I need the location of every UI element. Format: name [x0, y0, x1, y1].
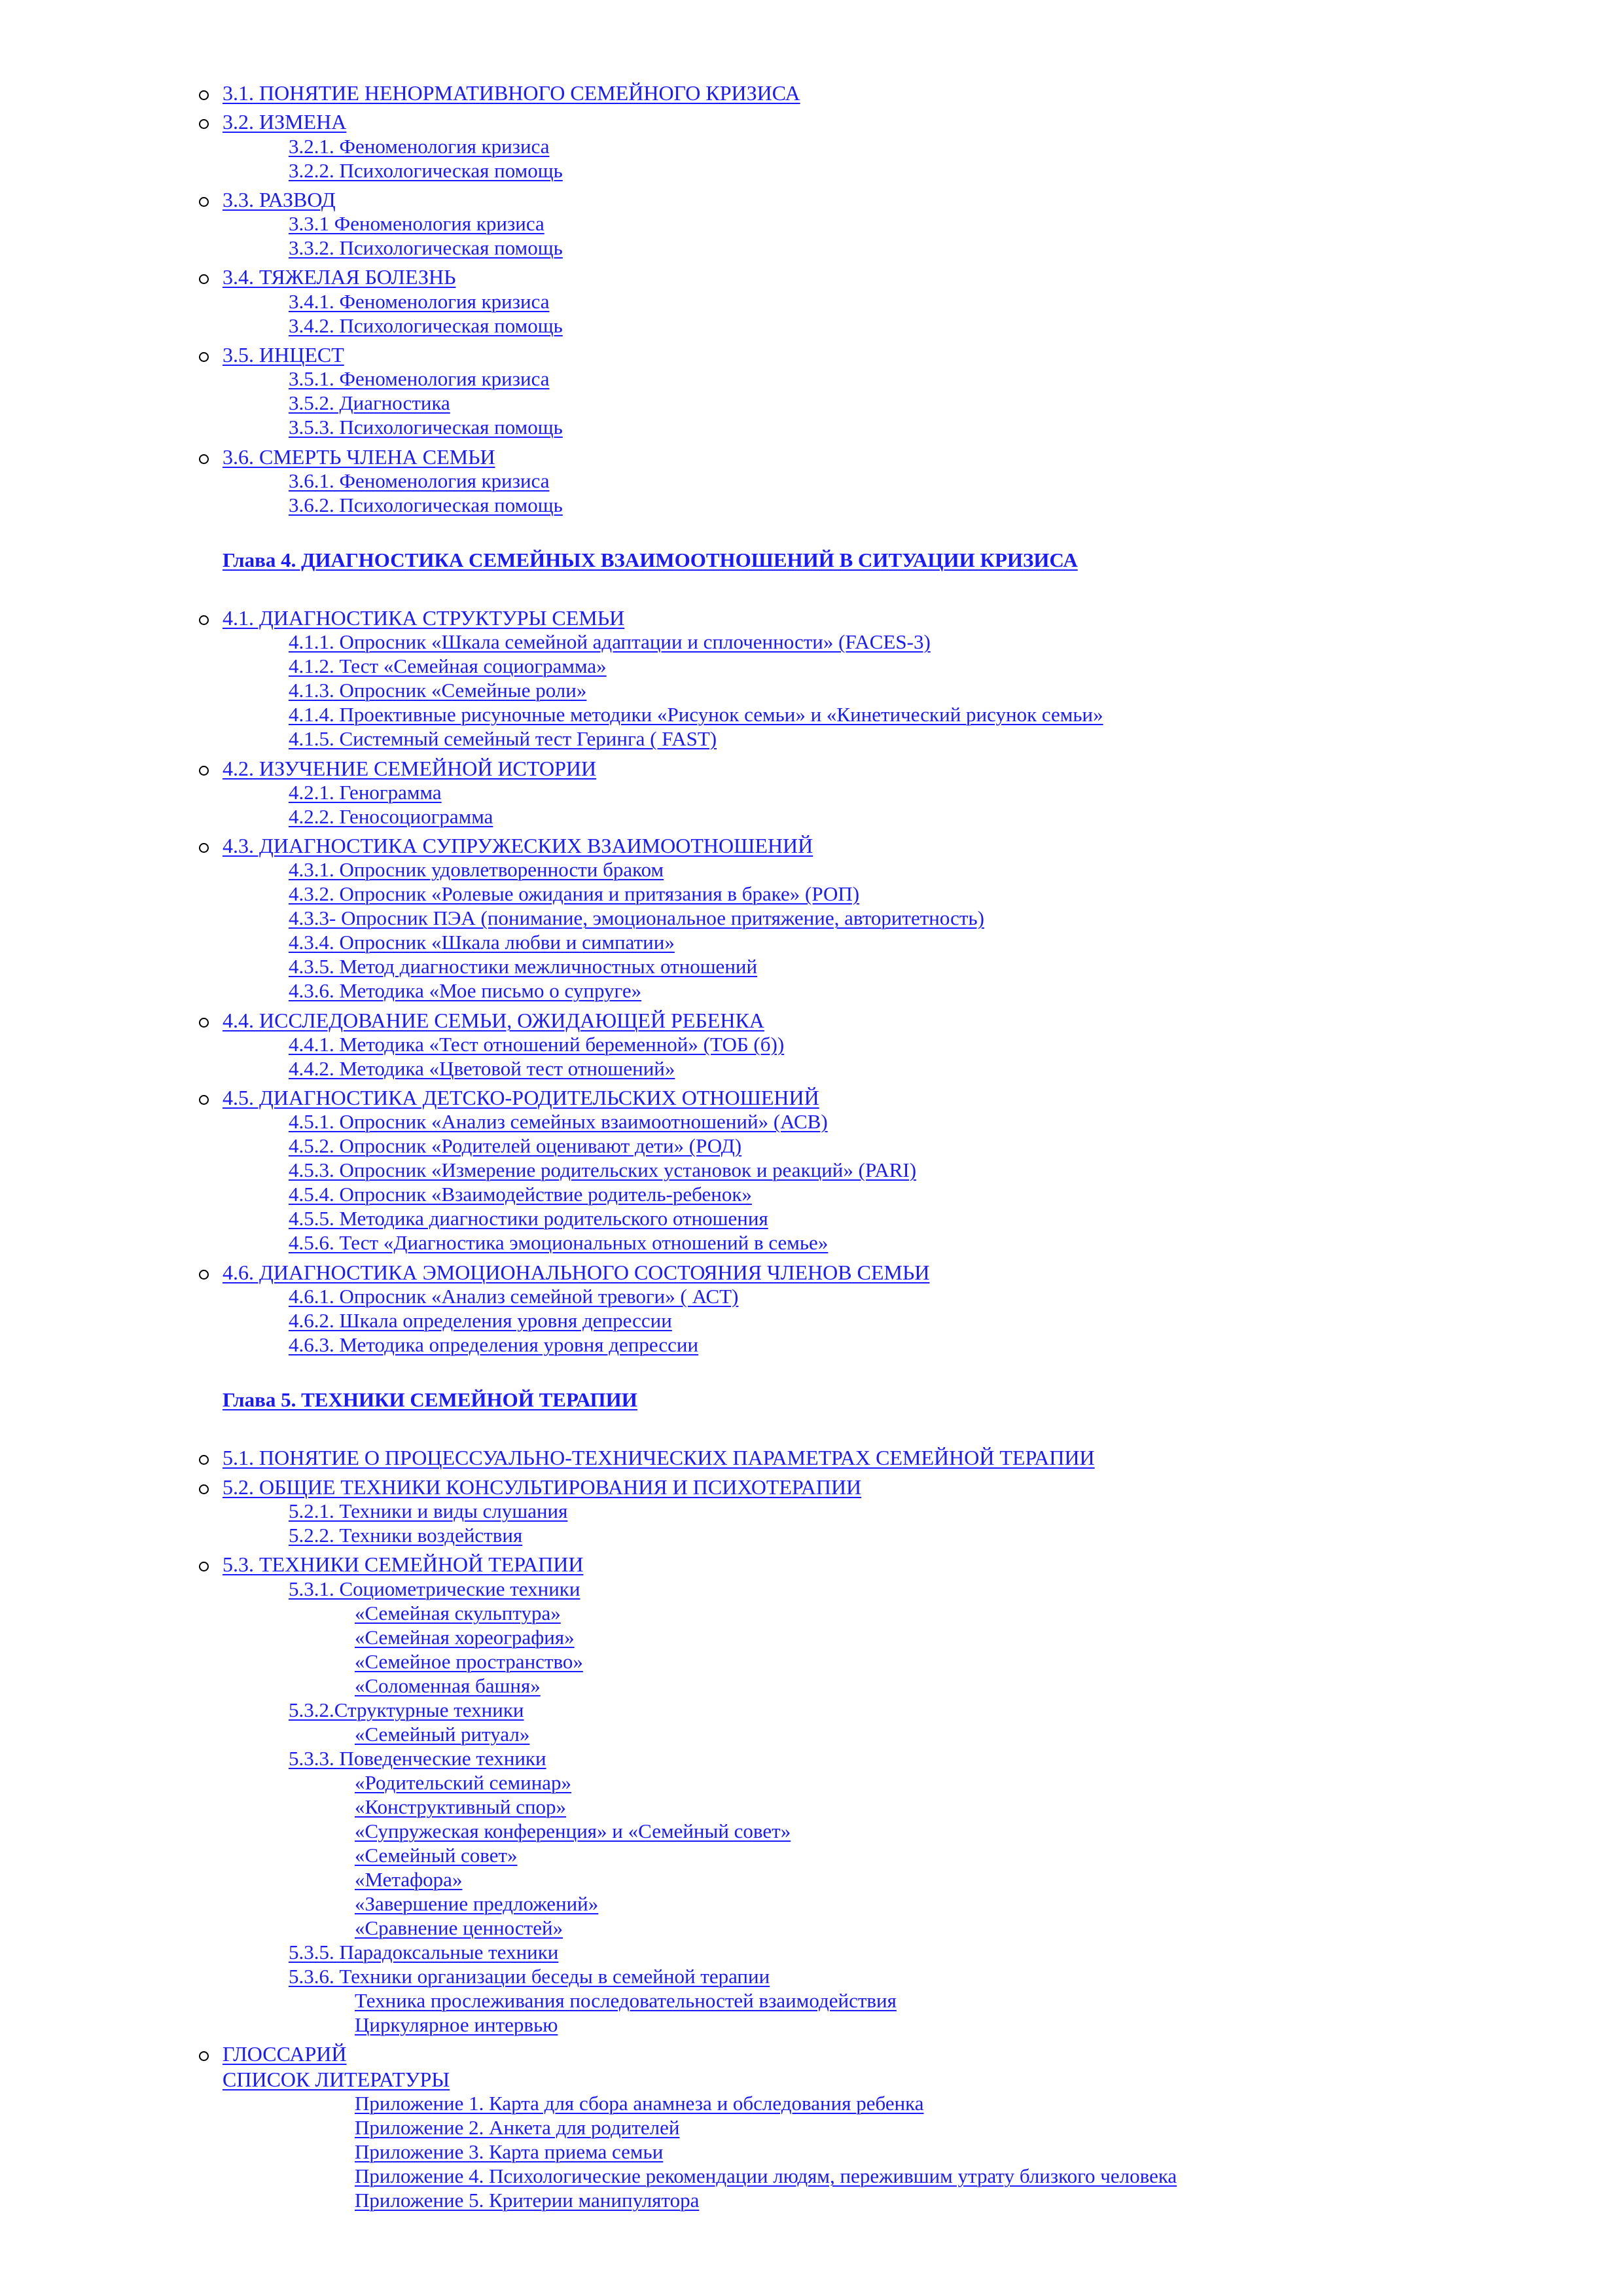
toc-link-level-2[interactable]: «Семейный ритуал»: [355, 1723, 530, 1746]
toc-link-level-1[interactable]: 3.3.1 Феноменология кризиса: [289, 212, 544, 235]
list-bullet-icon: [199, 197, 209, 207]
toc-link-level-2[interactable]: «Семейная скульптура»: [355, 1602, 561, 1624]
toc-link-level-2[interactable]: Приложение 2. Анкета для родителей: [355, 2116, 680, 2139]
toc-link-level-1[interactable]: 4.1.4. Проективные рисуночные методики «Рисунок семьи» и «Кинетический рисунок семьи»: [289, 703, 1103, 726]
toc-link-level-0[interactable]: 3.4. ТЯЖЕЛАЯ БОЛЕЗНЬ: [223, 265, 456, 289]
toc-chapter-link[interactable]: Глава 5. ТЕХНИКИ СЕМЕЙНОЙ ТЕРАПИИ: [223, 1388, 637, 1411]
toc-link-level-1[interactable]: 3.5.2. Диагностика: [289, 391, 450, 414]
toc-link-level-2[interactable]: «Соломенная башня»: [355, 1674, 541, 1697]
toc-link-level-1[interactable]: 5.3.3. Поведенческие техники: [289, 1747, 546, 1770]
toc-link-level-1[interactable]: 4.2.2. Геносоциограмма: [289, 805, 493, 828]
toc-link-level-2[interactable]: «Конструктивный спор»: [355, 1795, 567, 1818]
toc-link-level-0[interactable]: 5.2. ОБЩИЕ ТЕХНИКИ КОНСУЛЬТИРОВАНИЯ И ПСИХОТЕРАПИИ: [223, 1475, 862, 1499]
toc-link-level-2[interactable]: «Завершение предложений»: [355, 1892, 599, 1915]
toc-link-level-0[interactable]: 3.3. РАЗВОД: [223, 188, 336, 211]
toc-link-level-0[interactable]: 4.5. ДИАГНОСТИКА ДЕТСКО-РОДИТЕЛЬСКИХ ОТНОШЕНИЙ: [223, 1086, 819, 1109]
toc-link-level-0[interactable]: 3.2. ИЗМЕНА: [223, 110, 347, 134]
toc-link-level-1[interactable]: 4.6.3. Методика определения уровня депрессии: [289, 1333, 699, 1356]
toc-chapter-link[interactable]: Глава 4. ДИАГНОСТИКА СЕМЕЙНЫХ ВЗАИМООТНОШЕНИЙ В СИТУАЦИИ КРИЗИСА: [223, 548, 1078, 571]
toc-link-level-2[interactable]: Техника прослеживания последовательностей взаимодействия: [355, 1989, 897, 2012]
list-bullet-icon: [199, 2051, 209, 2061]
toc-link-level-0[interactable]: 4.6. ДИАГНОСТИКА ЭМОЦИОНАЛЬНОГО СОСТОЯНИЯ ЧЛЕНОВ СЕМЬИ: [223, 1261, 930, 1284]
toc-link-level-0[interactable]: 3.6. СМЕРТЬ ЧЛЕНА СЕМЬИ: [223, 445, 495, 469]
list-bullet-icon: [199, 766, 209, 776]
toc-link-level-1[interactable]: 4.1.3. Опросник «Семейные роли»: [289, 679, 587, 702]
list-bullet-icon: [199, 1095, 209, 1105]
list-bullet-icon: [199, 1018, 209, 1028]
toc-link-level-1[interactable]: 3.2.1. Феноменология кризиса: [289, 135, 550, 158]
toc-link-level-0[interactable]: 4.2. ИЗУЧЕНИЕ СЕМЕЙНОЙ ИСТОРИИ: [223, 757, 597, 780]
list-bullet-icon: [199, 843, 209, 853]
list-bullet-icon: [199, 1484, 209, 1494]
list-bullet-icon: [199, 274, 209, 284]
toc-link-level-2[interactable]: «Семейная хореография»: [355, 1626, 575, 1649]
toc-link-level-2[interactable]: Приложение 1. Карта для сбора анамнеза и обследования ребенка: [355, 2092, 924, 2115]
toc-link-level-1[interactable]: 4.2.1. Генограмма: [289, 781, 442, 804]
toc-link-level-1[interactable]: 4.3.1. Опросник удовлетворенности браком: [289, 858, 664, 881]
toc-link-level-1[interactable]: 5.3.5. Парадоксальные техники: [289, 1941, 559, 1964]
toc-link-level-1[interactable]: 5.2.1. Техники и виды слушания: [289, 1499, 568, 1522]
toc-link-level-1[interactable]: 4.3.4. Опросник «Шкала любви и симпатии»: [289, 931, 675, 954]
toc-link-level-1[interactable]: 4.4.2. Методика «Цветовой тест отношений»: [289, 1057, 675, 1080]
toc-link-level-1[interactable]: 5.3.6. Техники организации беседы в семейной терапии: [289, 1965, 770, 1988]
toc-link-level-2[interactable]: «Семейное пространство»: [355, 1650, 583, 1673]
toc-link-level-1[interactable]: 4.1.2. Тест «Семейная социограмма»: [289, 655, 607, 677]
toc-link-level-0[interactable]: 5.3. ТЕХНИКИ СЕМЕЙНОЙ ТЕРАПИИ: [223, 1552, 584, 1576]
toc-link-level-1[interactable]: 4.3.2. Опросник «Ролевые ожидания и притязания в браке» (РОП): [289, 882, 860, 905]
toc-link-level-0[interactable]: СПИСОК ЛИТЕРАТУРЫ: [223, 2068, 450, 2091]
toc-link-level-0[interactable]: 5.1. ПОНЯТИЕ О ПРОЦЕССУАЛЬНО-ТЕХНИЧЕСКИХ ПАРАМЕТРАХ СЕМЕЙНОЙ ТЕРАПИИ: [223, 1446, 1095, 1469]
toc-link-level-1[interactable]: 4.1.5. Системный семейный тест Геринга ( FAST): [289, 727, 717, 750]
toc-link-level-0[interactable]: 4.3. ДИАГНОСТИКА СУПРУЖЕСКИХ ВЗАИМООТНОШЕНИЙ: [223, 834, 813, 857]
toc-link-level-2[interactable]: Приложение 4. Психологические рекомендации людям, пережившим утрату близкого человека: [355, 2164, 1177, 2187]
list-bullet-icon: [199, 615, 209, 625]
toc-link-level-1[interactable]: 4.5.6. Тест «Диагностика эмоциональных отношений в семье»: [289, 1231, 829, 1254]
toc-link-level-1[interactable]: 3.2.2. Психологическая помощь: [289, 159, 563, 182]
toc-link-level-1[interactable]: 4.3.5. Метод диагностики межличностных отношений: [289, 955, 758, 978]
toc-link-level-1[interactable]: 3.4.2. Психологическая помощь: [289, 314, 563, 337]
toc-link-level-1[interactable]: 4.1.1. Опросник «Шкала семейной адаптации и сплоченности» (FACES-3): [289, 630, 931, 653]
list-bullet-icon: [199, 1455, 209, 1465]
toc-link-level-1[interactable]: 4.3.6. Методика «Мое письмо о супруге»: [289, 979, 642, 1002]
toc-link-level-1[interactable]: 5.2.2. Техники воздействия: [289, 1524, 523, 1547]
toc-link-level-1[interactable]: 3.5.1. Феноменология кризиса: [289, 367, 550, 390]
toc-link-level-1[interactable]: 3.5.3. Психологическая помощь: [289, 416, 563, 439]
toc-link-level-2[interactable]: «Метафора»: [355, 1868, 463, 1891]
list-bullet-icon: [199, 90, 209, 100]
toc-link-level-2[interactable]: Приложение 3. Карта приема семьи: [355, 2140, 664, 2163]
toc-link-level-1[interactable]: 4.5.5. Методика диагностики родительского отношения: [289, 1207, 768, 1230]
toc-link-level-1[interactable]: 4.6.1. Опросник «Анализ семейной тревоги» ( АСТ): [289, 1285, 739, 1308]
toc-link-level-1[interactable]: 3.6.1. Феноменология кризиса: [289, 469, 550, 492]
toc-link-level-1[interactable]: 5.3.1. Социометрические техники: [289, 1577, 580, 1600]
toc-link-level-0[interactable]: ГЛОССАРИЙ: [223, 2042, 347, 2066]
toc-link-level-1[interactable]: 4.4.1. Методика «Тест отношений беременной» (ТОБ (б)): [289, 1033, 785, 1056]
list-bullet-icon: [199, 1562, 209, 1571]
toc-link-level-2[interactable]: Циркулярное интервью: [355, 2013, 558, 2036]
toc-link-level-1[interactable]: 5.3.2.Структурные техники: [289, 1698, 524, 1721]
toc-link-level-1[interactable]: 4.5.2. Опросник «Родителей оценивают дети» (РОД): [289, 1134, 742, 1157]
toc-link-level-0[interactable]: 3.5. ИНЦЕСТ: [223, 343, 344, 367]
toc-link-level-2[interactable]: «Супружеская конференция» и «Семейный совет»: [355, 1820, 791, 1842]
toc-link-level-2[interactable]: Приложение 5. Критерии манипулятора: [355, 2189, 700, 2212]
toc-link-level-0[interactable]: 4.4. ИССЛЕДОВАНИЕ СЕМЬИ, ОЖИДАЮЩЕЙ РЕБЕНКА: [223, 1009, 764, 1032]
list-bullet-icon: [199, 1270, 209, 1280]
toc-link-level-2[interactable]: «Сравнение ценностей»: [355, 1916, 563, 1939]
toc-link-level-0[interactable]: 4.1. ДИАГНОСТИКА СТРУКТУРЫ СЕМЬИ: [223, 606, 625, 630]
toc-link-level-1[interactable]: 4.6.2. Шкала определения уровня депрессии: [289, 1309, 672, 1332]
toc-link-level-2[interactable]: «Родительский семинар»: [355, 1771, 572, 1794]
list-bullet-icon: [199, 119, 209, 129]
toc-link-level-2[interactable]: «Семейный совет»: [355, 1844, 518, 1867]
toc-link-level-1[interactable]: 3.4.1. Феноменология кризиса: [289, 290, 550, 313]
toc-link-level-1[interactable]: 3.6.2. Психологическая помощь: [289, 493, 563, 516]
list-bullet-icon: [199, 352, 209, 362]
toc-link-level-1[interactable]: 4.5.4. Опросник «Взаимодействие родитель-ребенок»: [289, 1183, 752, 1206]
toc-link-level-0[interactable]: 3.1. ПОНЯТИЕ НЕНОРМАТИВНОГО СЕМЕЙНОГО КРИЗИСА: [223, 81, 800, 105]
toc-link-level-1[interactable]: 4.5.1. Опросник «Анализ семейных взаимоотношений» (АСВ): [289, 1110, 828, 1133]
toc-link-level-1[interactable]: 4.3.3- Опросник ПЭА (понимание, эмоциональное притяжение, авторитетность): [289, 906, 984, 929]
list-bullet-icon: [199, 454, 209, 464]
toc-link-level-1[interactable]: 4.5.3. Опросник «Измерение родительских установок и реакций» (PARI): [289, 1158, 917, 1181]
toc-link-level-1[interactable]: 3.3.2. Психологическая помощь: [289, 236, 563, 259]
